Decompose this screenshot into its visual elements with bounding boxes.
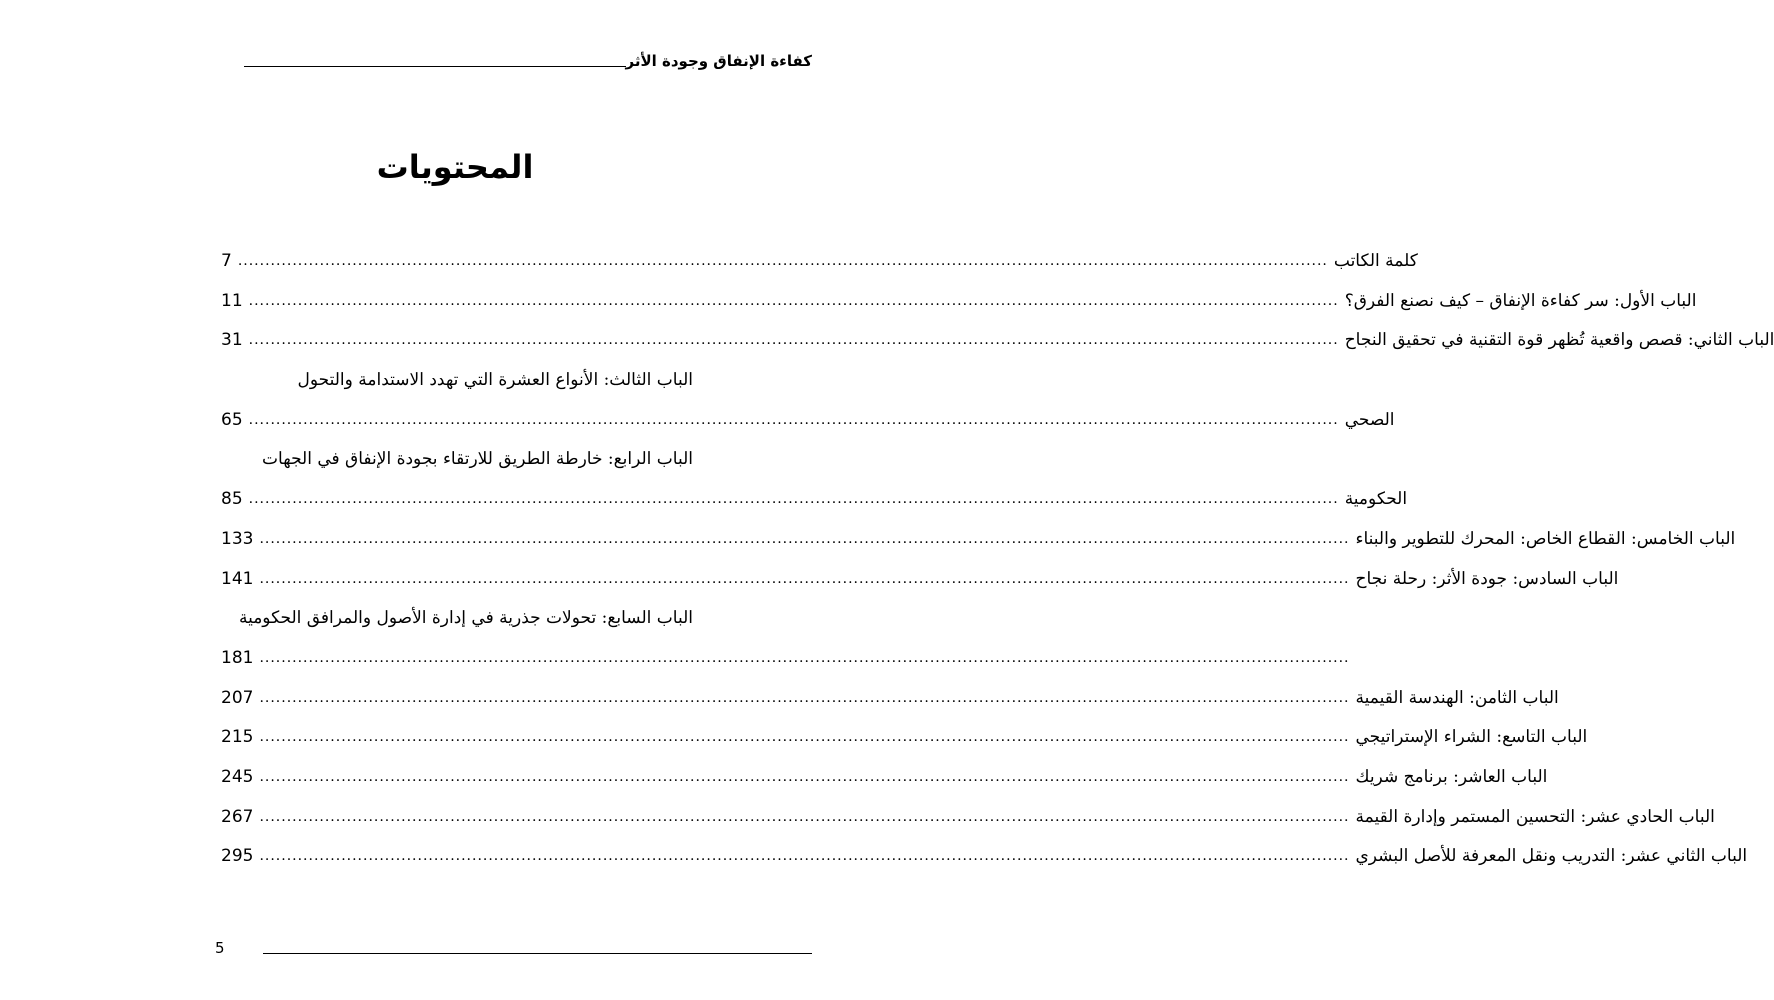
- toc-entry-text: الباب الثامن: الهندسة القيمية: [1355, 687, 1559, 708]
- toc-entry-text: الباب الأول: سر كفاءة الإنفاق – كيف نصنع الفرق؟: [1344, 290, 1697, 311]
- toc-leader-dots: ........................................................................................................................................................................................................: [248, 411, 1339, 428]
- toc-page-number: 215: [221, 727, 254, 748]
- toc-entry-text: الباب الرابع: خارطة الطريق للارتقاء بجودة الإنفاق في الجهات: [262, 449, 693, 470]
- toc-leader-dots: ........................................................................................................................................................................................................: [248, 491, 1339, 508]
- toc-leader-dots: ........................................................................................................................................................................................................: [259, 530, 1350, 547]
- page-footer: [215, 936, 812, 960]
- toc-page-number: 181: [221, 647, 254, 668]
- toc-entry[interactable]: [215, 520, 1736, 560]
- toc-entry[interactable]: [215, 798, 1715, 838]
- footer-rule: [263, 953, 812, 954]
- toc-page-number: 267: [221, 806, 254, 827]
- toc-entry[interactable]: [215, 242, 1418, 282]
- toc-leader-dots: ........................................................................................................................................................................................................: [248, 332, 1339, 349]
- toc-entry-text: الباب الخامس: القطاع الخاص: المحرك للتطوير والبناء: [1355, 528, 1736, 549]
- toc-page-number: 11: [221, 290, 243, 311]
- toc-entry[interactable]: [215, 361, 693, 401]
- header-rule: [244, 66, 626, 67]
- toc-page-number: 295: [221, 846, 254, 867]
- toc-page-number: 7: [221, 251, 232, 271]
- page-number: 5: [215, 939, 225, 957]
- toc-entry-text: الباب التاسع: الشراء الإستراتيجي: [1355, 727, 1588, 748]
- toc-entry-text: الباب السابع: تحولات جذرية في إدارة الأصول والمرافق الحكومية: [238, 608, 693, 629]
- toc-entry[interactable]: [215, 282, 1697, 322]
- toc-page-number: 207: [221, 687, 254, 708]
- toc-leader-dots: ........................................................................................................................................................................................................: [259, 808, 1350, 825]
- header-title: كفاءة الإنفاق وجودة الأثر: [625, 52, 812, 70]
- table-of-contents: [215, 242, 1774, 877]
- toc-entry[interactable]: [215, 679, 1559, 719]
- toc-leader-dots: ........................................................................................................................................................................................................: [237, 253, 1328, 269]
- toc-entry-text: الباب الحادي عشر: التحسين المستمر وإدارة القيمة: [1355, 806, 1715, 827]
- toc-entry-text: كلمة الكاتب: [1333, 251, 1418, 271]
- toc-entry-text: الحكومية: [1344, 489, 1408, 510]
- toc-entry-text: الباب الثاني عشر: التدريب ونقل المعرفة للأصل البشري: [1355, 846, 1748, 867]
- toc-entry[interactable]: [215, 758, 1548, 798]
- toc-entry[interactable]: [215, 401, 1395, 441]
- toc-leader-dots: ........................................................................................................................................................................................................: [259, 768, 1350, 785]
- toc-entry-text: الصحي: [1344, 409, 1395, 430]
- toc-entry-text: الباب الثالث: الأنواع العشرة التي تهدد الاستدامة والتحول: [297, 370, 693, 391]
- toc-entry[interactable]: [215, 718, 1588, 758]
- toc-entry[interactable]: [215, 639, 1350, 679]
- toc-entry[interactable]: [215, 480, 1408, 520]
- toc-entry[interactable]: [215, 560, 1619, 600]
- toc-leader-dots: ........................................................................................................................................................................................................: [259, 848, 1350, 865]
- toc-entry[interactable]: [215, 599, 693, 639]
- toc-entry-text: الباب العاشر: برنامج شريك: [1355, 766, 1548, 787]
- running-header: [230, 46, 812, 76]
- toc-page-number: 85: [221, 489, 243, 510]
- toc-leader-dots: ........................................................................................................................................................................................................: [248, 292, 1339, 309]
- toc-entry[interactable]: [215, 321, 1774, 361]
- toc-leader-dots: ........................................................................................................................................................................................................: [259, 689, 1350, 706]
- toc-entry[interactable]: [215, 440, 693, 480]
- toc-page-number: 141: [221, 568, 254, 589]
- toc-page-number: 245: [221, 766, 254, 787]
- toc-leader-dots: ........................................................................................................................................................................................................: [259, 649, 1350, 666]
- toc-leader-dots: ........................................................................................................................................................................................................: [259, 570, 1350, 587]
- toc-entry-text: الباب السادس: جودة الأثر: رحلة نجاح: [1355, 568, 1619, 589]
- toc-page-number: 133: [221, 528, 254, 549]
- toc-page-number: 65: [221, 409, 243, 430]
- toc-entry-text: الباب الثاني: قصص واقعية تُظهر قوة التقنية في تحقيق النجاح: [1344, 330, 1774, 351]
- toc-page-number: 31: [221, 330, 243, 351]
- toc-entry[interactable]: [215, 837, 1748, 877]
- page-title: المحتويات: [376, 148, 534, 186]
- toc-leader-dots: ........................................................................................................................................................................................................: [259, 729, 1350, 746]
